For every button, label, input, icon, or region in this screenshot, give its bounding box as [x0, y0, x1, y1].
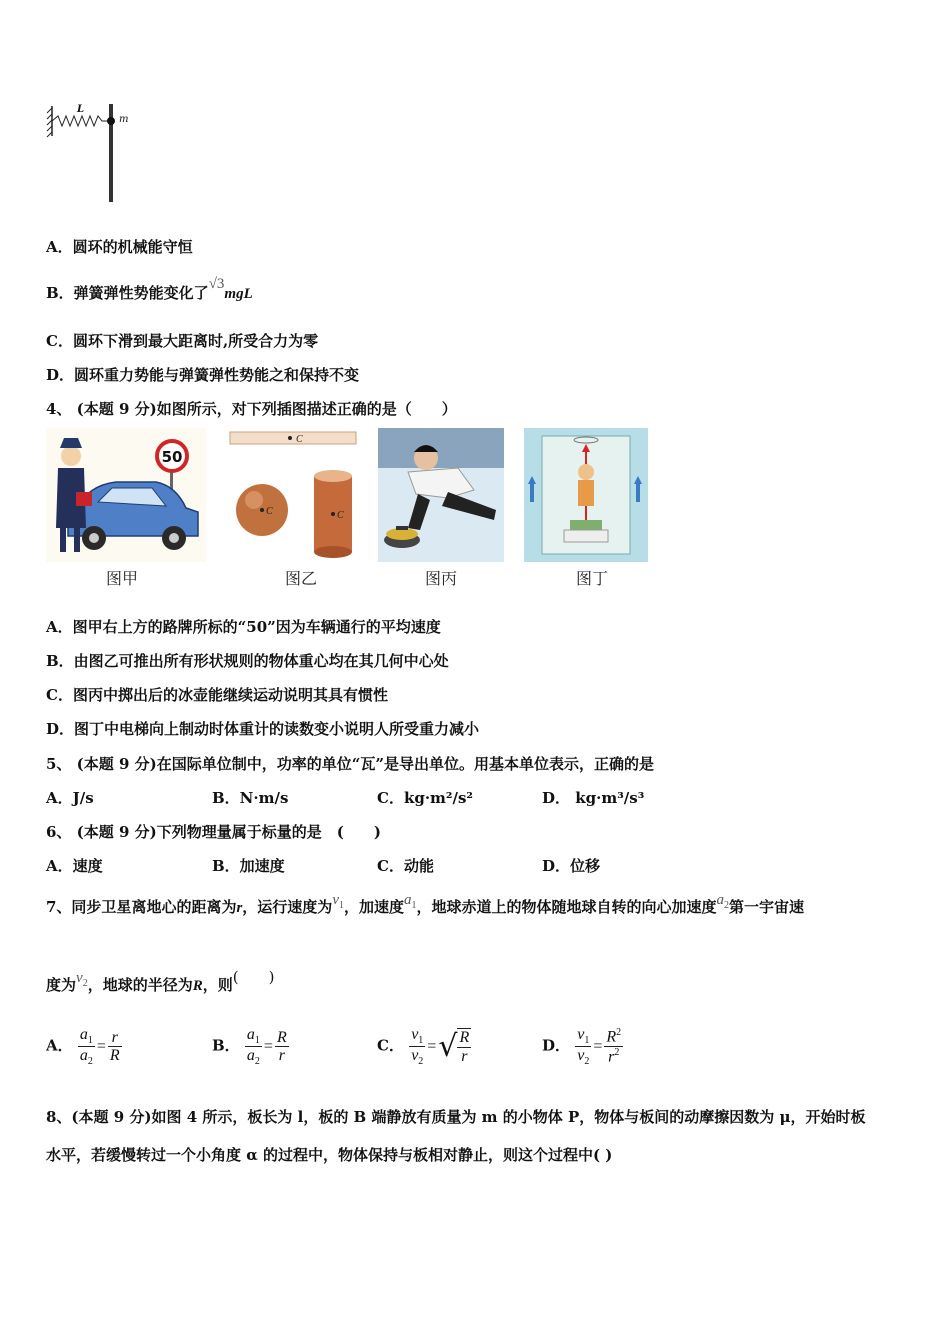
sqrt-radicand: 3	[216, 276, 225, 292]
q7-v1-sub: 1	[338, 900, 344, 911]
q7-option-a: A． $\frac{a_1}{a_2}$ = $\frac{r}{R}$	[46, 1026, 120, 1068]
spring-ring-figure	[44, 100, 144, 206]
q6-option-b: B．加速度	[212, 857, 285, 875]
q7-text-4: ，地球赤道上的物体随地球自转的向心加速度	[416, 898, 717, 916]
speed-sign-value: 50	[161, 448, 183, 466]
q3-option-a: A．圆环的机械能守恒	[46, 238, 193, 256]
figure-ding	[524, 428, 648, 562]
q7-r: r	[236, 900, 243, 916]
q7-option-c: C． $\frac{v_1}{v_2}$ =√ $\frac{R}{r}$	[377, 1026, 470, 1068]
q5-option-d: D． kg·m³/s³	[542, 789, 645, 807]
q8-stem-line1: 8、(本题 9 分)如图 4 所示，板长为 l，板的 B 端静放有质量为 m 的小物体 P，物体与板间的动摩擦因数为 μ，开始时板	[46, 1108, 866, 1126]
q6-option-d: D．位移	[542, 857, 601, 875]
q7-option-b: B． $\frac{a_1}{a_2}$ = $\frac{R}{r}$	[212, 1026, 287, 1068]
sphere-centroid-label: C	[266, 506, 273, 517]
q7-text-1: 7、同步卫星离地心的距离为	[46, 898, 237, 916]
q3-option-b-expr: mgL	[224, 286, 253, 302]
caption-ding: 图丁	[576, 569, 609, 588]
q5-stem: 5、 (本题 9 分)在国际单位制中，功率的单位“瓦”是导出单位。用基本单位表示，正确的是	[46, 755, 654, 773]
q7-stem-line2	[46, 968, 275, 997]
bar-centroid-label: C	[296, 434, 303, 445]
q6-stem: 6、 (本题 9 分)下列物理量属于标量的是 ( )	[46, 823, 381, 841]
q5-option-b: B．N·m/s	[212, 789, 289, 807]
sqrt-sign: √3	[208, 276, 225, 292]
q3-option-b	[46, 276, 253, 303]
q7-option-b-label: B．	[212, 1036, 240, 1055]
cylinder-centroid-label: C	[337, 510, 344, 521]
q8-stem-line2: 水平，若缓慢转过一个小角度 α 的过程中，物体保持与板相对静止，则这个过程中( )	[46, 1146, 613, 1164]
figure-jia	[46, 428, 206, 562]
q7-a1: a	[404, 892, 412, 908]
q5-option-c: C．kg·m²/s²	[377, 789, 473, 807]
q5-option-a: A．J/s	[46, 789, 94, 807]
spring-length-label: L	[77, 104, 85, 115]
q7-text-2: ，运行速度为	[242, 898, 333, 916]
q7-paren: ( )	[232, 968, 275, 986]
q6-option-c: C．动能	[377, 857, 434, 875]
q4-option-c: C．图丙中掷出后的冰壶能继续运动说明其具有惯性	[46, 686, 388, 704]
q7-v2: v	[76, 970, 83, 986]
q7-text-5: 第一宇宙速	[729, 898, 805, 916]
q4-option-b: B．由图乙可推出所有形状规则的物体重心均在其几何中心处	[46, 652, 449, 670]
q4-option-a: A．图甲右上方的路牌所标的“50”因为车辆通行的平均速度	[46, 618, 441, 636]
q7-text-8: ，则	[202, 976, 233, 994]
sqrt-sign: √	[438, 1029, 458, 1065]
q7-option-a-label: A．	[46, 1036, 73, 1055]
q7-a2: a	[716, 892, 725, 908]
mass-label: m	[119, 114, 129, 125]
caption-jia: 图甲	[106, 569, 139, 588]
figure-yi	[228, 428, 358, 562]
q7-stem-line1	[46, 892, 805, 919]
caption-yi: 图乙	[285, 569, 318, 588]
q4-stem: 4、 (本题 9 分)如图所示，对下列插图描述正确的是（ ）	[46, 400, 457, 418]
q7-v1: v	[332, 892, 339, 908]
q7-option-d: D． $\frac{v_1}{v_2}$ = $\frac{R^2}{r^2}$	[542, 1026, 622, 1068]
q7-R: R	[192, 978, 203, 994]
q7-option-c-label: C．	[377, 1036, 404, 1055]
q3-option-c: C．圆环下滑到最大距离时,所受合力为零	[46, 332, 319, 350]
q4-option-d: D．图丁中电梯向上制动时体重计的读数变小说明人所受重力减小	[46, 720, 480, 738]
figure-bing	[378, 428, 504, 562]
q7-v2-sub: 2	[82, 978, 88, 989]
q7-text-7: ，地球的半径为	[87, 976, 193, 994]
q7-text-3: ，加速度	[343, 898, 404, 916]
q6-option-a: A．速度	[46, 857, 103, 875]
q7-option-d-label: D．	[542, 1036, 571, 1055]
q7-a2-sub: 2	[724, 900, 730, 911]
q3-option-b-text: B．弹簧弹性势能变化了	[46, 284, 209, 302]
q7-a1-sub: 1	[411, 900, 417, 911]
q7-text-6: 度为	[46, 976, 77, 994]
caption-bing: 图丙	[425, 569, 458, 588]
q3-option-d: D．圆环重力势能与弹簧弹性势能之和保持不变	[46, 366, 360, 384]
